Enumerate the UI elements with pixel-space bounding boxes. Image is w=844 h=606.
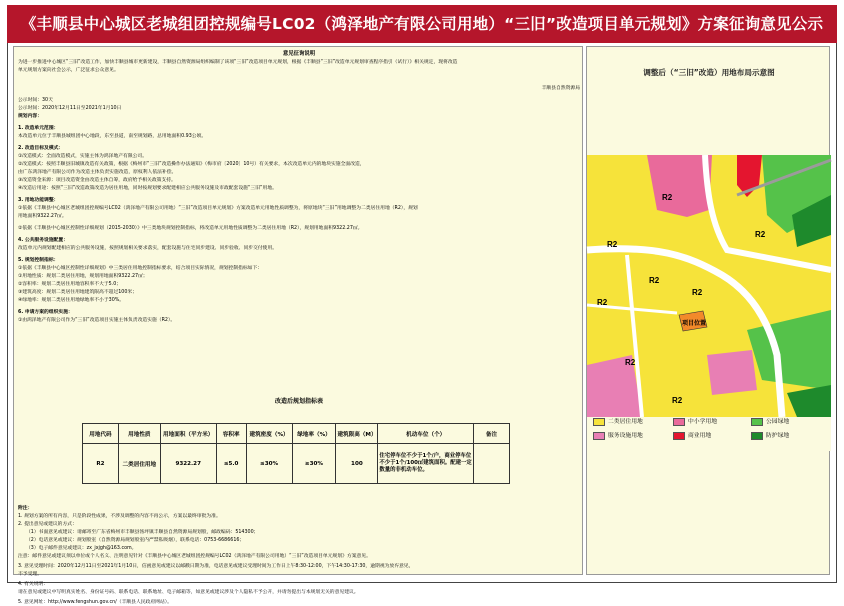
cell-green-ratio: ≥30% bbox=[292, 444, 336, 484]
cell-parking: 住宅停车位不少于1个/户，商业停车位不少于1个/100㎡建筑面积。配建一定数量的非机动车位。 bbox=[378, 444, 474, 484]
th-land-use: 用地性质 bbox=[118, 424, 160, 444]
cell-land-code: R2 bbox=[83, 444, 119, 484]
section-5-line-5: ④绿地率：规划二类居住用地绿地率不小于30%。 bbox=[18, 298, 125, 303]
section-5-line-3: ②容积率：规划二类居住用地容积率不大于5.0； bbox=[18, 282, 122, 287]
section-4-text: 改造单元内规划配建相应的公共服务设施，按照规划相关要求落实，配套设施与住宅同步建设、同步验收、同步交付使用。 bbox=[18, 246, 278, 251]
intro-line-1: 为进一步推进中心城区“三旧”改造工作，加快丰顺县城市更新建设，丰顺县自然资源局组织编制了该项“三旧”改造项目单元规划，根据《丰顺县“三旧”改造单元规划审查程序指引（试行）》相关规定，现将改造 bbox=[18, 60, 458, 65]
cell-land-area: 9322.27 bbox=[160, 444, 216, 484]
section-6-text: ①由鸿泽地产有限公司作为“三旧”改造项目实施主体负责改造实施（R2）。 bbox=[18, 318, 176, 323]
th-density: 建筑密度（%） bbox=[246, 424, 292, 444]
legend-swatch-r2 bbox=[593, 418, 605, 426]
table-row bbox=[83, 444, 510, 484]
th-land-area: 用地面积（平方米） bbox=[160, 424, 216, 444]
section-3-title: 3. 用地功能调整： bbox=[18, 198, 59, 203]
legend-swatch-buffer bbox=[751, 432, 763, 440]
indicator-table bbox=[82, 423, 510, 484]
section-2-line-2: ②改造模式：按照丰顺县旧城镇改造有关政策，根据《梅州市“三旧”改造操作办法通知》（梅市府〔2020〕10号）有关要求，本次改造单元内的地块实施全面改造， bbox=[18, 162, 365, 167]
legend-swatch-service bbox=[593, 432, 605, 440]
r2-label-7: R2 bbox=[625, 358, 636, 367]
note-2: 2. 提出意见或建议的方式： bbox=[18, 522, 77, 527]
section-2-line-3: 由广东鸿泽地产有限公司作为改造主体负责实施改造，原权利人依法补偿。 bbox=[18, 170, 177, 175]
map-panel bbox=[586, 46, 830, 575]
th-land-code: 用地代码 bbox=[83, 424, 119, 444]
note-2b: （2）电话意见或建议：规划股室（自然资源局规划股室内严禁私吸烟），联系电话：0753-6686616； bbox=[26, 538, 245, 543]
issuer: 丰顺县自然资源局 bbox=[541, 86, 580, 91]
note-3: 3. 意见受理时间：2020年12月11日至2021年1月10日，信函意见或建议以邮戳日期为准，电话意见或建议受理时间为工作日上午8:30-12:00，下午14:30-17:30，逾期视为放弃意见， bbox=[18, 564, 414, 569]
r2-label-8: R2 bbox=[672, 396, 683, 405]
notes-title: 附注： bbox=[18, 506, 33, 511]
section-2-line-1: ①改造模式：全面改造模式，实施主体为鸿泽地产有限公司。 bbox=[18, 154, 148, 159]
th-remarks: 备注 bbox=[474, 424, 510, 444]
notice-panel bbox=[13, 46, 583, 605]
section-1-text: 本改造单元位于丰顺县城组团中心地段，东至县道，南至规划路，总用地面积0.93公顷。 bbox=[18, 134, 207, 139]
summary-label: 规划内容： bbox=[18, 114, 42, 119]
project-label: 项目位置 bbox=[682, 321, 707, 327]
legend-item: 防护绿地 bbox=[751, 431, 789, 441]
note-4a: 请在意见或建议中写明真实姓名、身份证号码、联系电话、联系地址、电子邮箱等，如意见或建议涉及个人隐私不予公开，并请勿提出与本规划无关的意见建议。 bbox=[18, 590, 359, 595]
table-title: 改造后规划指标表 bbox=[274, 398, 323, 405]
table-header-row bbox=[83, 424, 510, 444]
map-title: 调整后（“三旧”改造）用地布局示意图 bbox=[643, 68, 775, 77]
section-2-line-4: ③改造资金来源：项目改造资金由改造主体自筹，政府给予相关政策支持。 bbox=[18, 178, 176, 183]
section-5-line-1: ①依据《丰顺县中心城区控制性详细规划》中三类居住用地控制指标要求，结合项目实际情况，规划控制指标如下： bbox=[18, 266, 263, 271]
r2-label-3: R2 bbox=[755, 230, 766, 239]
zone-service-2 bbox=[707, 350, 757, 395]
land-use-map bbox=[587, 155, 831, 451]
section-2-line-5: ④改造后用途：按照“三旧”改造政策改造为居住用地，同时按规划要求配建相应公共服务设施及市政配套设施“三旧”用地。 bbox=[18, 186, 277, 191]
r2-label-4: R2 bbox=[597, 298, 608, 307]
cell-density: ≤30% bbox=[246, 444, 292, 484]
period-dates: 公示时间：2020年12月11日至2021年1月10日 bbox=[18, 106, 122, 111]
r2-label-6: R2 bbox=[692, 288, 703, 297]
legend-item: 商业用地 bbox=[673, 431, 711, 441]
cell-remarks bbox=[474, 444, 510, 484]
section-5-line-2: ①用地性质：规划二类居住用地，规划用地面积9322.27㎡； bbox=[18, 274, 148, 279]
intro-line-2: 单元规划方案向社会公示，广泛征求公众意见。 bbox=[18, 68, 119, 73]
th-height-limit: 建筑限高（M） bbox=[336, 424, 378, 444]
section-5-title: 5. 规划控制指标： bbox=[18, 258, 59, 263]
legend-swatch-commercial bbox=[673, 432, 685, 440]
note-5: 5. 意见网址：http://www.fengshun.gov.cn/（丰顺县人民政府网站）。 bbox=[18, 600, 172, 605]
section-4-title: 4. 公共服务设施配置： bbox=[18, 238, 69, 243]
legend-item: 服务设施用地 bbox=[593, 431, 643, 441]
cell-height-limit: 100 bbox=[336, 444, 378, 484]
section-3-line-2: 用地面积9322.27㎡。 bbox=[18, 214, 67, 219]
section-6-title: 6. 申请方案的组织实施： bbox=[18, 310, 73, 315]
r2-label-1: R2 bbox=[607, 240, 618, 249]
map-legend bbox=[587, 417, 831, 445]
note-1: 1. 规划方案的所有内容，只是阶段性成果，不涉及调整的内容不再公示，方案以最终审批为准。 bbox=[18, 514, 221, 519]
legend-item: 二类居住用地 bbox=[593, 417, 643, 427]
section-3-line-3: ②依据《丰顺县中心城区控制性详细规划（2015-2030）》中三类地块规划控制指标，将改造单元用地性质调整为二类居住用地（R2），规划用地面积9322.27㎡。 bbox=[18, 226, 363, 231]
cell-far: ≤5.0 bbox=[216, 444, 246, 484]
zone-school bbox=[647, 155, 712, 217]
section-2-title: 2. 改造目标及模式： bbox=[18, 146, 64, 151]
note-3b: 不予受理。 bbox=[18, 572, 42, 577]
cell-land-use: 二类居住用地 bbox=[118, 444, 160, 484]
th-green-ratio: 绿地率（%） bbox=[292, 424, 336, 444]
section-1-title: 1. 改造单元范围： bbox=[18, 126, 59, 131]
note-2d: 注意：邮件意见或建议须以单位或个人名义、注明意见针对《丰顺县中心城区老城组团控规编号LC02（鸿泽地产有限公司用地）“三旧”改造项目单元规划》方案意见。 bbox=[18, 554, 371, 559]
legend-item: 中小学用地 bbox=[673, 417, 717, 427]
legend-swatch-school bbox=[673, 418, 685, 426]
note-2c: （3）电子邮件意见或建议：zx_jxjgh@163.com。 bbox=[26, 546, 137, 551]
r2-label-5: R2 bbox=[649, 276, 660, 285]
notice-heading: 意见征询说明 bbox=[282, 51, 316, 57]
period-label: 公示时间：30天 bbox=[18, 98, 53, 103]
section-3-line-1: ①依据《丰顺县中心城区老城组团控规编号LC02（鸿泽地产有限公司用地）“三旧”改造项目单元规划》方案改造单元用地性质调整为，将原地块“三旧”用地调整为二类居住用地（R2），规划 bbox=[18, 206, 418, 211]
page-title: 《丰顺县中心城区老城组团控规编号LC02（鸿泽地产有限公司用地）“三旧”改造项目单元规划》方案征询意见公示 bbox=[7, 5, 837, 43]
legend-swatch-park bbox=[751, 418, 763, 426]
legend-item: 公园绿地 bbox=[751, 417, 789, 427]
note-4: 4. 有关说明： bbox=[18, 582, 49, 587]
section-5-line-4: ③建筑高度：规划二类居住用地建筑限高不超过100米； bbox=[18, 290, 137, 295]
th-parking: 机动车位（个） bbox=[378, 424, 474, 444]
th-far: 容积率 bbox=[216, 424, 246, 444]
r2-label-2: R2 bbox=[662, 193, 673, 202]
note-2a: （1）书面意见或建议：请邮寄至广东省梅州市丰顺县汤坪镇丰顺县自然资源局规划股，邮政编码：514300； bbox=[26, 530, 259, 535]
